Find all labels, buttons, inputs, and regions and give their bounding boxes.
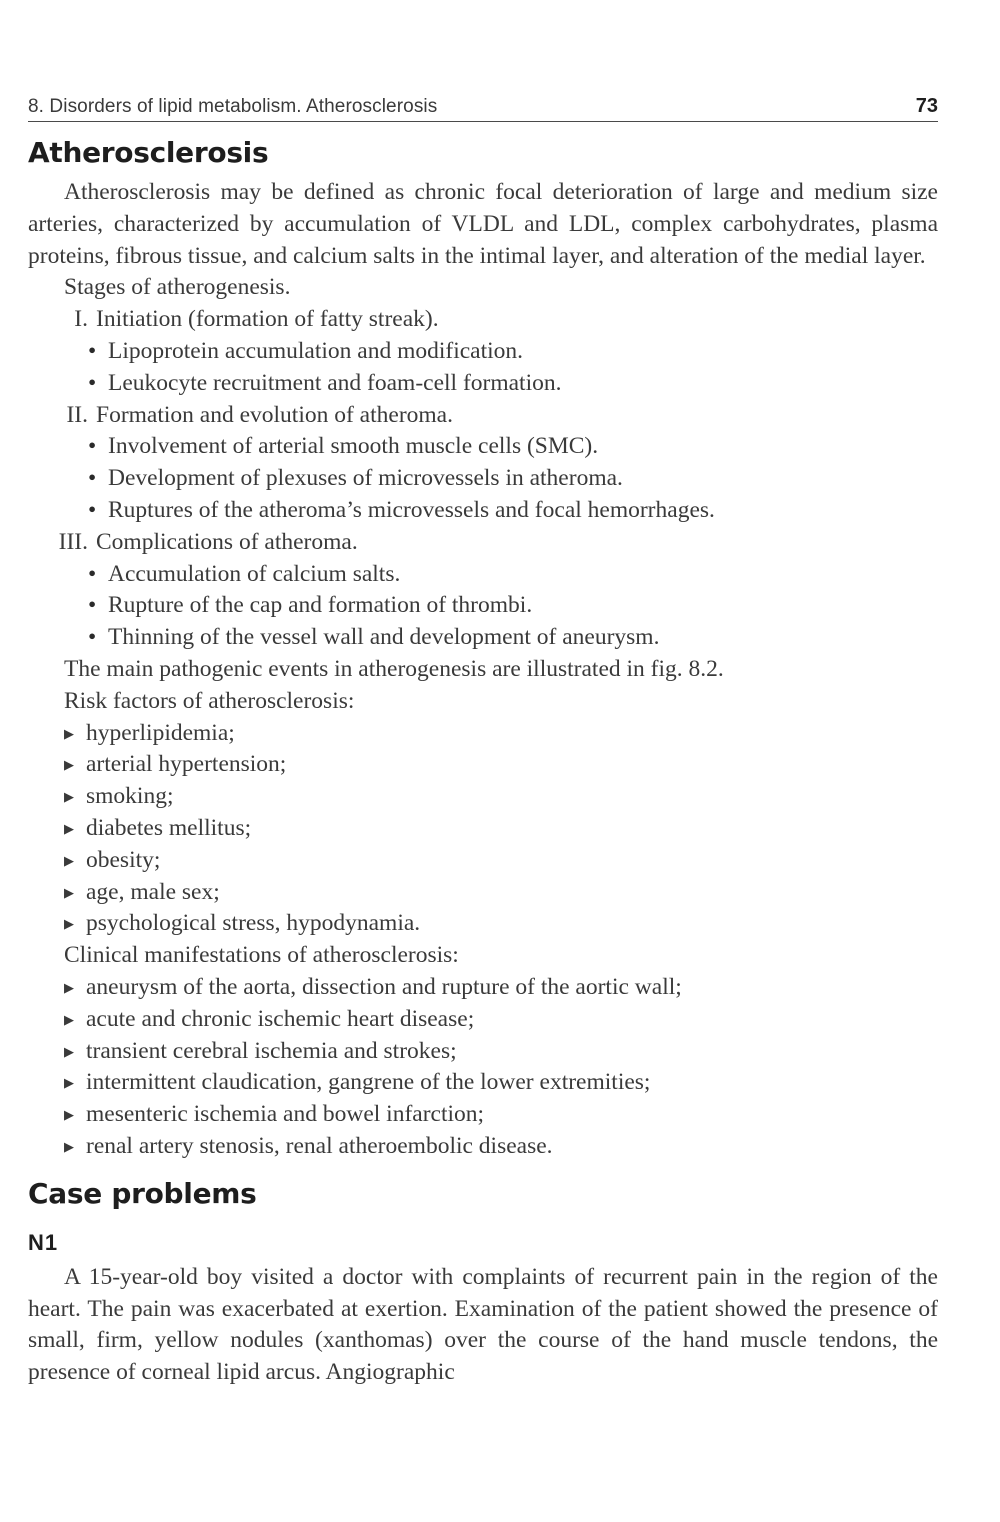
triangle-bullet-icon: ▶ (64, 757, 74, 773)
triangle-bullet-icon: ▶ (64, 852, 74, 868)
list-item (28, 1036, 938, 1068)
list-item-text: age, male sex; (86, 878, 220, 905)
stage-list (28, 304, 938, 654)
list-item-text: diabetes mellitus; (86, 814, 252, 841)
list-item-text: acute and chronic ischemic heart disease; (86, 1005, 475, 1032)
case-body (28, 1262, 938, 1389)
book-page (28, 90, 938, 1389)
list-item-text: obesity; (86, 846, 161, 873)
triangle-bullet-icon: ▶ (64, 725, 74, 741)
stages-intro: Stages of atherogenesis. (64, 274, 291, 301)
list-item-text: smoking; (86, 783, 174, 810)
list-item (28, 1004, 938, 1036)
triangle-bullet-icon: ▶ (64, 789, 74, 805)
triangle-bullet-icon: ▶ (64, 1138, 74, 1154)
list-item (28, 718, 938, 750)
list-item-text: aneurysm of the aorta, dissection and rupture of the aortic wall; (86, 973, 682, 1000)
list-item (28, 845, 938, 877)
list-item-text: transient cerebral ischemia and strokes; (86, 1037, 457, 1064)
list-item (28, 781, 938, 813)
stage-subitem: • Rupture of the cap and formation of thrombi. (28, 590, 938, 622)
stage-subitem: • Lipoprotein accumulation and modification. (28, 336, 938, 368)
triangle-bullet-icon: ▶ (64, 979, 74, 995)
triangle-bullet-icon: ▶ (64, 1043, 74, 1059)
section-heading-atherosclerosis: Atherosclerosis (28, 136, 269, 169)
stage-item (28, 400, 938, 432)
list-item (28, 1099, 938, 1131)
stage-subitem: • Accumulation of calcium salts. (28, 559, 938, 591)
chapter-title: 8. Disorders of lipid metabolism. Atherosclerosis (28, 96, 438, 117)
triangle-bullet-icon: ▶ (64, 1075, 74, 1091)
list-item-text: mesenteric ischemia and bowel infarction; (86, 1101, 485, 1128)
running-header (28, 90, 938, 122)
list-item (28, 908, 938, 940)
page-number: 73 (915, 95, 938, 117)
triangle-bullet-icon: ▶ (64, 916, 74, 932)
stage-number: II. (66, 401, 88, 428)
case-paragraph: A 15-year-old boy visited a doctor with complaints of recurrent pain in the region of the heart. The pain was exacerbated at exertion. Examination of the patient showed the presence of small, firm, yellow nodules (xanthomas) over the course of the hand muscle tendons, the presence of corneal lipid arcus. Angiographic (28, 1263, 938, 1386)
case-label: N1 (28, 1229, 59, 1255)
risk-factor-list (28, 718, 938, 941)
clinical-intro: Clinical manifestations of atherosclerosis: (64, 942, 459, 969)
list-item (28, 1067, 938, 1099)
list-item (28, 749, 938, 781)
triangle-bullet-icon: ▶ (64, 884, 74, 900)
list-item (28, 972, 938, 1004)
clinical-list (28, 972, 938, 1163)
stage-label: Formation and evolution of atheroma. (96, 401, 453, 428)
stage-label: Initiation (formation of fatty streak). (96, 306, 439, 333)
list-item (28, 1131, 938, 1163)
list-item (28, 877, 938, 909)
section-heading-case-problems: Case problems (28, 1176, 257, 1210)
triangle-bullet-icon: ▶ (64, 1011, 74, 1027)
list-item-text: psychological stress, hypodynamia. (86, 910, 421, 937)
list-item-text: arterial hypertension; (86, 751, 287, 778)
stage-item (28, 304, 938, 336)
section-body (28, 177, 938, 1163)
definition-paragraph: Atherosclerosis may be defined as chronic focal deterioration of large and medium size arteries, characterized by accumulation of VLDL and LDL, complex carbohydrates, plasma proteins, fibrous tissue, and calcium salts in the intimal layer, and alteration of the medial layer. (28, 179, 938, 269)
list-item (28, 813, 938, 845)
stage-number: I. (74, 306, 88, 333)
list-item-text: intermittent claudication, gangrene of the lower extremities; (86, 1069, 651, 1096)
stage-item (28, 527, 938, 559)
stage-subitem: • Development of plexuses of microvessels in atheroma. (28, 463, 938, 495)
figure-reference: The main pathogenic events in atherogenesis are illustrated in fig. 8.2. (64, 655, 724, 682)
stage-label: Complications of atheroma. (96, 528, 358, 555)
stage-subitem: • Ruptures of the atheroma’s microvessels and focal hemorrhages. (28, 495, 938, 527)
stage-subitem: • Thinning of the vessel wall and development of aneurysm. (28, 622, 938, 654)
triangle-bullet-icon: ▶ (64, 1107, 74, 1123)
risk-factors-intro: Risk factors of atherosclerosis: (64, 687, 355, 714)
stage-subitem: • Leukocyte recruitment and foam-cell formation. (28, 368, 938, 400)
stage-subitem: • Involvement of arterial smooth muscle cells (SMC). (28, 431, 938, 463)
list-item-text: hyperlipidemia; (86, 719, 235, 746)
triangle-bullet-icon: ▶ (64, 820, 74, 836)
list-item-text: renal artery stenosis, renal atheroembolic disease. (86, 1132, 553, 1159)
stage-number: III. (58, 528, 88, 555)
